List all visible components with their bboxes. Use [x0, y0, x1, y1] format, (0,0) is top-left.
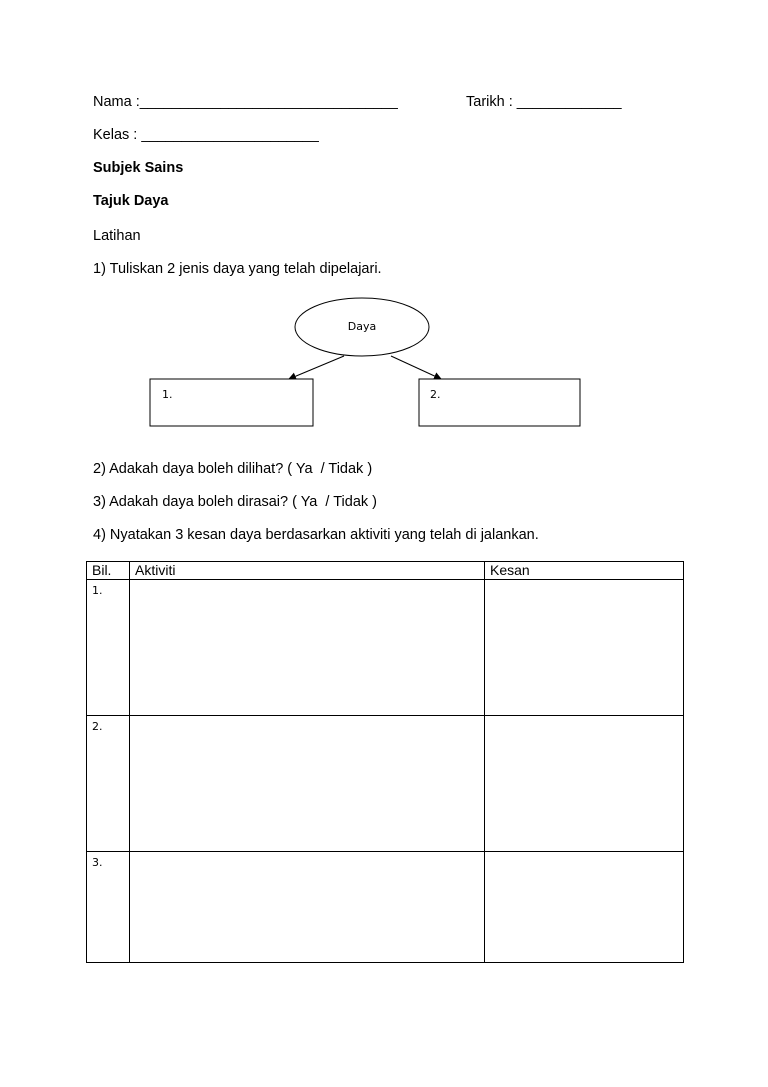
answer-box-2-label: 2. [430, 388, 441, 401]
aktiviti-cell [130, 852, 485, 963]
row-number: 2. [87, 716, 130, 852]
kesan-cell [485, 852, 684, 963]
aktiviti-cell [130, 580, 485, 716]
header-aktiviti: Aktiviti [130, 562, 485, 580]
kelas-field: Kelas : ______________________ [93, 127, 319, 143]
arrow-left [289, 356, 344, 379]
daya-diagram [0, 0, 768, 440]
table-header-row [87, 562, 684, 580]
table-row [87, 852, 684, 963]
aktiviti-cell [130, 716, 485, 852]
question-4: 4) Nyatakan 3 kesan daya berdasarkan aktiviti yang telah di jalankan. [93, 527, 539, 543]
answer-box-1 [150, 379, 313, 426]
table-row [87, 580, 684, 716]
answer-box-2 [419, 379, 580, 426]
nama-field: Nama :________________________________ [93, 94, 398, 110]
row-number: 1. [87, 580, 130, 716]
tajuk-heading: Tajuk Daya [93, 193, 169, 209]
table-row [87, 716, 684, 852]
latihan-label: Latihan [93, 228, 141, 244]
tarikh-field: Tarikh : _____________ [466, 94, 622, 110]
header-bil: Bil. [87, 562, 130, 580]
question-2: 2) Adakah daya boleh dilihat? ( Ya / Tidak ) [93, 461, 373, 477]
question-3: 3) Adakah daya boleh dirasai? ( Ya / Tidak ) [93, 494, 377, 510]
daya-label: Daya [347, 320, 377, 333]
answer-box-1-label: 1. [162, 388, 173, 401]
header-kesan: Kesan [485, 562, 684, 580]
arrow-right [391, 356, 441, 379]
kesan-cell [485, 580, 684, 716]
question-1: 1) Tuliskan 2 jenis daya yang telah dipelajari. [93, 261, 382, 277]
kesan-table [86, 561, 684, 963]
kesan-cell [485, 716, 684, 852]
row-number: 3. [87, 852, 130, 963]
subjek-heading: Subjek Sains [93, 160, 184, 176]
